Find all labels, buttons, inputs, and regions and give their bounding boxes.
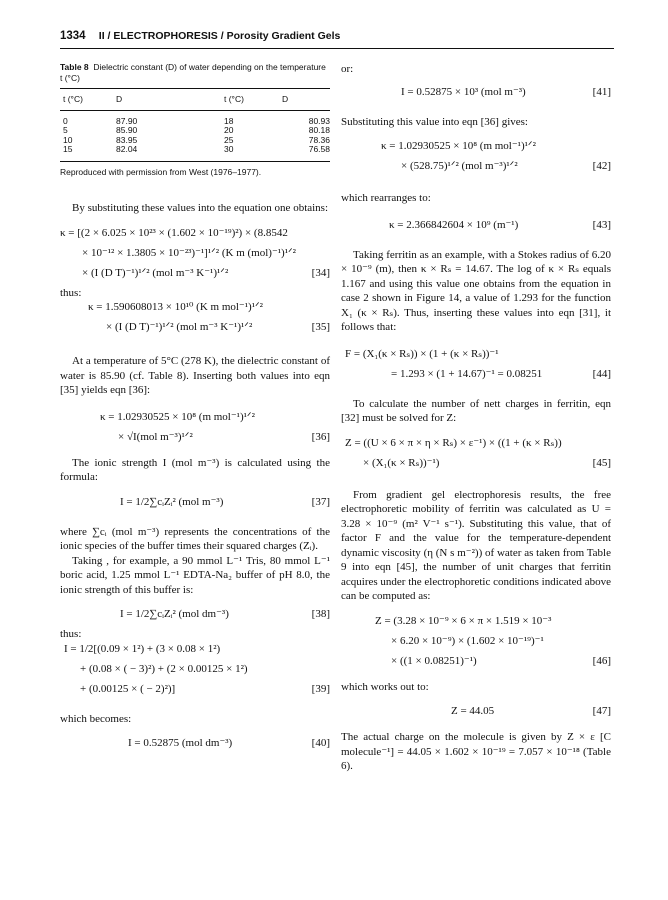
running-title: II / ELECTROPHORESIS / Porosity Gradient Gels bbox=[98, 30, 341, 42]
table8-col-d2: D bbox=[282, 89, 330, 111]
table-cell: 0 bbox=[63, 115, 68, 126]
table-cell: 20 bbox=[224, 125, 234, 135]
table-cell: 5 bbox=[63, 125, 68, 135]
table-cell: 25 bbox=[224, 134, 234, 145]
equation-line: = 1.293 × (1 + 14.67)⁻¹ = 0.08251 bbox=[391, 367, 543, 380]
table8-caption bbox=[60, 62, 330, 84]
equation-line: κ = [(2 × 6.025 × 10²³ × (1.602 × 10⁻¹⁹)²) × (8.8542 bbox=[60, 226, 288, 239]
equation-line: I = 1/2∑cᵢZᵢ² (mol dm⁻³) bbox=[120, 608, 229, 620]
equation-number: [42] bbox=[592, 160, 611, 172]
table-cell: 76.58 bbox=[282, 145, 330, 161]
equation-36-line2 bbox=[60, 430, 330, 450]
table-cell: 82.04 bbox=[116, 145, 224, 161]
paragraph: which works out to: bbox=[341, 680, 429, 693]
thus-label: thus: bbox=[60, 628, 82, 640]
equation-line: × 6.20 × 10⁻⁹) × (1.602 × 10⁻¹⁹)⁻¹ bbox=[391, 634, 544, 647]
equation-42 bbox=[341, 139, 611, 159]
equation-number: [34] bbox=[311, 266, 330, 279]
equation-line: × (I (D T)⁻¹)¹ᐟ² (mol m⁻³ K⁻¹)¹ᐟ² bbox=[82, 266, 229, 279]
table-row bbox=[60, 145, 330, 161]
equation-number: [43] bbox=[592, 218, 611, 231]
equation-line: I = 0.52875 × 10³ (mol m⁻³) bbox=[401, 85, 526, 98]
paragraph: Substituting this value into eqn [36] gives: bbox=[341, 115, 528, 128]
equation-45 bbox=[341, 436, 611, 456]
paragraph: Taking ferritin as an example, with a Stokes radius of 6.20 × 10⁻⁹ (m), then κ × Rₛ = 14.67. The log of κ × Rₛ equals 1.167 and using this value one obtains from the equation in case 2 shown in Figure 14, a value of 1.293 for the function X₁ (κ × Rₛ). Thus, inserting these values into eqn [31], it follows that: bbox=[341, 248, 611, 333]
table-cell: 10 bbox=[63, 134, 73, 145]
table-cell: 85.90 bbox=[116, 125, 138, 135]
equation-43 bbox=[341, 218, 611, 238]
table8-footnote: Reproduced with permission from West (1976–1977). bbox=[60, 166, 262, 177]
equation-35-line2 bbox=[60, 320, 330, 340]
equation-46-line3 bbox=[341, 654, 611, 674]
equation-47 bbox=[341, 704, 611, 724]
thus-label: thus: bbox=[60, 286, 82, 299]
equation-37 bbox=[60, 495, 330, 515]
equation-line: × (I (D T)⁻¹)¹ᐟ² (mol m⁻³ K⁻¹)¹ᐟ² bbox=[106, 321, 253, 333]
equation-38 bbox=[60, 607, 330, 627]
table-cell: 80.18 bbox=[308, 125, 330, 135]
table8-header-row bbox=[60, 89, 330, 111]
table-cell: 80.93 bbox=[308, 115, 330, 126]
table8-col-t2: t (°C) bbox=[224, 89, 282, 111]
equation-line: I = 0.52875 (mol dm⁻³) bbox=[128, 737, 233, 749]
table8-label: Table 8 bbox=[60, 62, 89, 72]
equation-39-line3 bbox=[60, 682, 330, 702]
equation-42-line2 bbox=[341, 159, 611, 179]
equation-40 bbox=[60, 736, 330, 756]
equation-number: [36] bbox=[311, 430, 330, 443]
paragraph: which rearranges to: bbox=[341, 192, 431, 204]
which-becomes-label: which becomes: bbox=[60, 712, 132, 725]
table8-caption-text: Dielectric constant (D) of water depending on the temperature t (°C) bbox=[60, 62, 326, 83]
equation-number: [44] bbox=[592, 367, 611, 380]
equation-39-line2 bbox=[60, 662, 330, 682]
equation-number: [38] bbox=[311, 608, 330, 620]
equation-line: κ = 1.02930525 × 10⁸ (m mol⁻¹)¹ᐟ² bbox=[381, 140, 536, 152]
paragraph: where ∑cᵢ (mol m⁻³) represents the concentrations of the ionic species of the buffer times their squared charges (Zᵢ). bbox=[60, 525, 330, 552]
right-column bbox=[341, 62, 611, 774]
equation-line: κ = 1.590608013 × 10¹⁰ (K m mol⁻¹)¹ᐟ² bbox=[88, 301, 263, 313]
equation-line: κ = 1.02930525 × 10⁸ (m mol⁻¹)¹ᐟ² bbox=[100, 410, 255, 423]
equation-line: × (X₁(κ × Rₛ))⁻¹) bbox=[363, 456, 440, 469]
equation-44 bbox=[341, 347, 611, 367]
equation-41 bbox=[341, 85, 611, 105]
paragraph: To calculate the number of nett charges in ferritin, eqn [32] must be solved for Z: bbox=[341, 397, 611, 424]
equation-34-line2 bbox=[60, 246, 330, 266]
table8 bbox=[60, 88, 330, 162]
equation-line: Z = ((U × 6 × π × η × Rₛ) × ε⁻¹) × ((1 + (κ × Rₛ)) bbox=[345, 436, 562, 449]
equation-number: [39] bbox=[311, 682, 330, 695]
equation-number: [35] bbox=[311, 321, 330, 333]
paragraph: The ionic strength I (mol m⁻³) is calculated using the formula: bbox=[60, 456, 330, 483]
equation-36 bbox=[60, 410, 330, 430]
paragraph: Taking , for example, a 90 mmol L⁻¹ Tris, 80 mmol L⁻¹ boric acid, 1.25 mmol L⁻¹ EDTA-Na₂ buffer of pH 8.0, the ionic strength of this buffer is: bbox=[60, 554, 330, 596]
paragraph: The actual charge on the molecule is given by Z × ε [C molecule⁻¹] = 44.05 × 1.602 × 10⁻¹⁹ = 7.057 × 10⁻¹⁸ (Table 6). bbox=[341, 731, 611, 772]
table-cell: 18 bbox=[224, 115, 234, 126]
equation-line: Z = (3.28 × 10⁻⁹ × 6 × π × 1.519 × 10⁻³ bbox=[375, 614, 552, 627]
table-cell: 78.36 bbox=[308, 134, 330, 145]
table8-col-t1: t (°C) bbox=[60, 89, 116, 111]
paragraph: At a temperature of 5°C (278 K), the dielectric constant of water is 85.90 (cf. Table 8). Inserting both values into eqn [35] yields eqn [36]: bbox=[60, 355, 330, 396]
equation-line: F = (X₁(κ × Rₛ)) × (1 + (κ × Rₛ))⁻¹ bbox=[345, 347, 499, 360]
equation-number: [40] bbox=[311, 737, 330, 749]
equation-39 bbox=[60, 642, 330, 662]
equation-46-line2 bbox=[341, 634, 611, 654]
table-cell: 15 bbox=[60, 145, 116, 161]
equation-line: κ = 2.366842604 × 10⁹ (m⁻¹) bbox=[389, 218, 519, 231]
equation-number: [41] bbox=[592, 85, 611, 98]
equation-45-line2 bbox=[341, 456, 611, 476]
equation-line: + (0.08 × ( − 3)²) + (2 × 0.00125 × 1²) bbox=[80, 662, 248, 675]
equation-number: [45] bbox=[592, 456, 611, 469]
equation-46 bbox=[341, 614, 611, 634]
running-header bbox=[60, 30, 620, 46]
equation-number: [46] bbox=[592, 654, 611, 667]
equation-line: I = 1/2∑cᵢZᵢ² (mol m⁻³) bbox=[120, 495, 224, 508]
paragraph: From gradient gel electrophoresis results, the free electrophoretic mobility of ferritin was calculated as U = 3.28 × 10⁻⁹ (m² V⁻¹ s⁻¹). Substituting this value, that of factor F and the value for the temperature-dependent dynamic viscosity (η (N s m⁻²)) of water as taken from Table 9 into eqn [45], the number of unit charges that ferritin acquires under the electrophoretic conditions indicated above can be computed as: bbox=[341, 488, 612, 602]
table-row bbox=[60, 136, 330, 146]
equation-number: [37] bbox=[311, 495, 330, 508]
equation-line: × (528.75)¹ᐟ² (mol m⁻³)¹ᐟ² bbox=[401, 160, 518, 172]
table-row bbox=[60, 126, 330, 136]
table8-col-d1: D bbox=[116, 89, 224, 111]
equation-35 bbox=[60, 300, 330, 320]
equation-number: [47] bbox=[592, 705, 611, 717]
paragraph: By substituting these values into the equation one obtains: bbox=[72, 202, 329, 214]
table-cell: 87.90 bbox=[116, 115, 138, 126]
equation-line: + (0.00125 × ( − 2)²)] bbox=[80, 682, 176, 695]
equation-line: Z = 44.05 bbox=[451, 705, 495, 717]
table-cell: 30 bbox=[224, 145, 282, 161]
table-cell: 83.95 bbox=[116, 134, 138, 145]
equation-34-line3 bbox=[60, 266, 330, 286]
table-row bbox=[60, 110, 330, 126]
equation-34 bbox=[60, 226, 330, 246]
equation-44-line2 bbox=[341, 367, 611, 387]
header-rule bbox=[60, 48, 614, 49]
equation-line: × 10⁻¹² × 1.3805 × 10⁻²³)⁻¹]¹ᐟ² (K m (mol)⁻¹)¹ᐟ² bbox=[82, 246, 296, 259]
page-number: 1334 bbox=[60, 30, 86, 42]
equation-line: × ((1 × 0.08251)⁻¹) bbox=[391, 654, 477, 667]
or-label: or: bbox=[341, 63, 354, 75]
equation-line: I = 1/2[(0.09 × 1²) + (3 × 0.08 × 1²) bbox=[64, 642, 221, 655]
equation-line: × √I(mol m⁻³)¹ᐟ² bbox=[118, 430, 193, 443]
left-column bbox=[60, 62, 330, 756]
